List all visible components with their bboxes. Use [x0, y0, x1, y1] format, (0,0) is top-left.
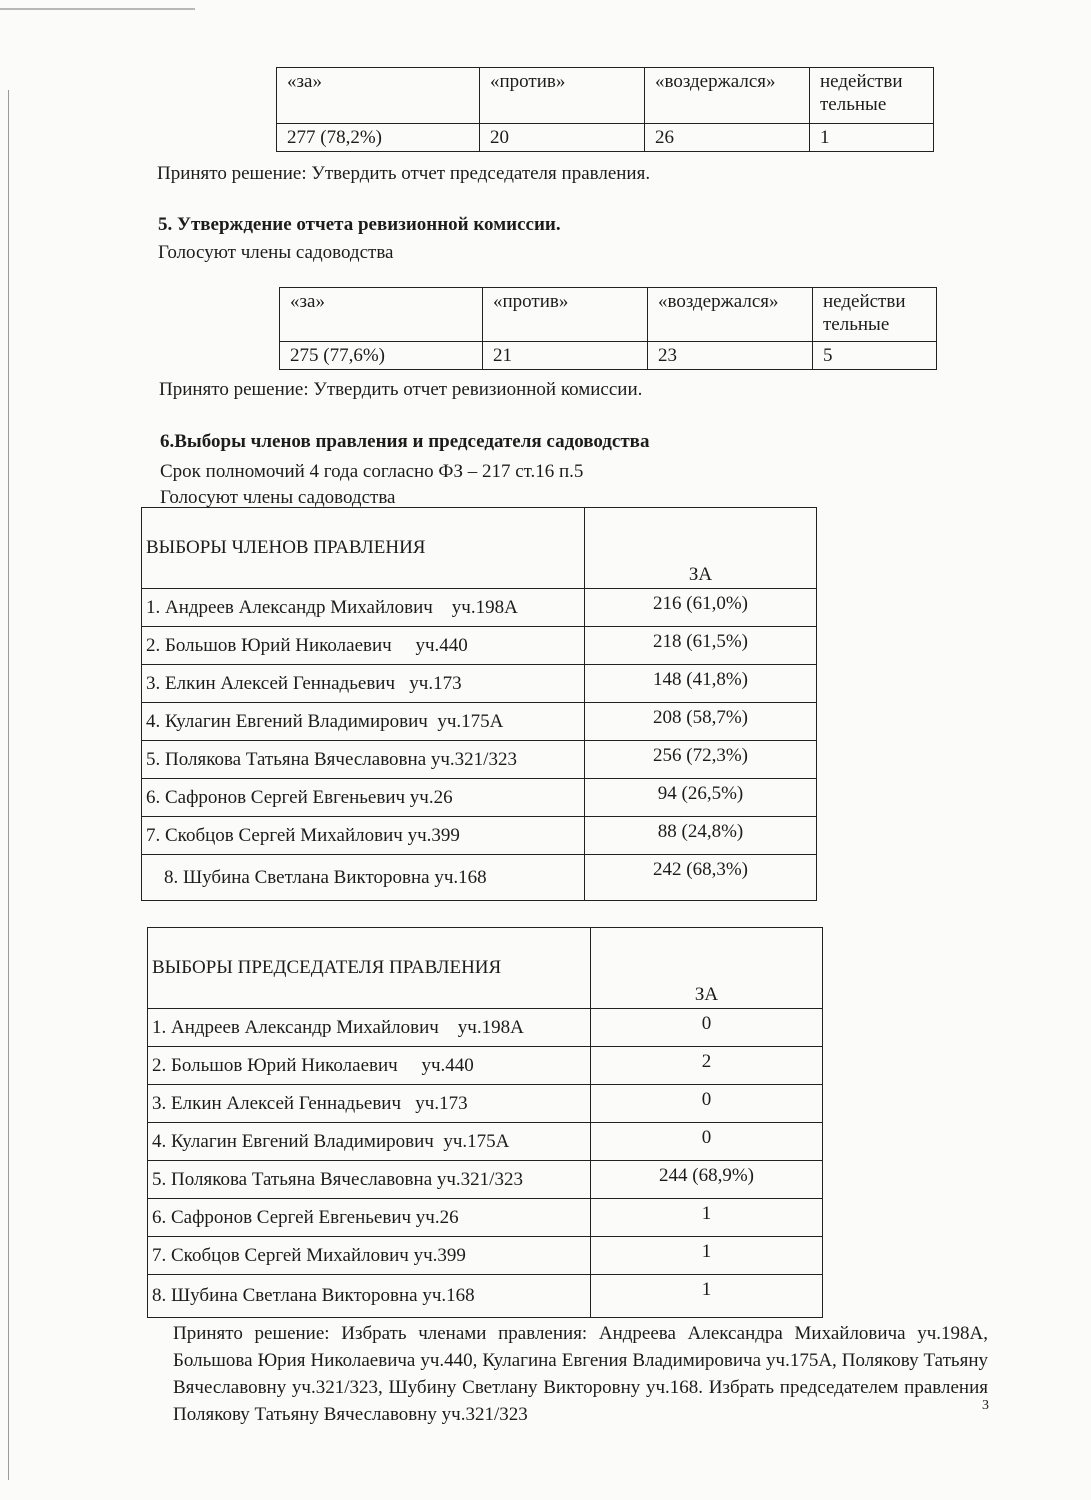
header-za: «за»	[280, 288, 483, 342]
candidate-votes: 218 (61,5%)	[585, 627, 817, 665]
candidate-name: 2. Большов Юрий Николаевич уч.440	[142, 627, 585, 665]
header-nedeistvitelnye	[813, 288, 937, 342]
value-nedeistvitelnye: 5	[813, 342, 937, 370]
header-ned-part2: тельные	[820, 94, 887, 115]
vote-table-chairman-report	[276, 67, 934, 152]
board-candidate-row	[142, 855, 817, 901]
section5-title: 5. Утверждение отчета ревизионной комиссии.	[158, 214, 561, 235]
candidate-name: 8. Шубина Светлана Викторовна уч.168	[148, 1275, 591, 1318]
header-protiv: «против»	[483, 288, 648, 342]
chair-candidate-row	[148, 1275, 823, 1318]
board-candidate-row	[142, 703, 817, 741]
chair-election-za-header: ЗА	[591, 928, 823, 1009]
chair-candidate-row	[148, 1199, 823, 1237]
board-election-header: ВЫБОРЫ ЧЛЕНОВ ПРАВЛЕНИЯ	[142, 508, 585, 589]
candidate-votes: 94 (26,5%)	[585, 779, 817, 817]
header-ned-part1: недействи	[820, 71, 903, 92]
candidate-name: 3. Елкин Алексей Геннадьевич уч.173	[142, 665, 585, 703]
chair-candidate-row	[148, 1009, 823, 1047]
header-vozderzhalsya: «воздержался»	[648, 288, 813, 342]
page-number: 3	[982, 1398, 989, 1413]
value-za: 277 (78,2%)	[277, 124, 480, 152]
candidate-name: 1. Андреев Александр Михайлович уч.198А	[148, 1009, 591, 1047]
board-candidate-row	[142, 627, 817, 665]
candidate-votes: 208 (58,7%)	[585, 703, 817, 741]
chair-candidate-row	[148, 1085, 823, 1123]
candidate-votes: 0	[591, 1085, 823, 1123]
candidate-name: 2. Большов Юрий Николаевич уч.440	[148, 1047, 591, 1085]
candidate-name: 5. Полякова Татьяна Вячеславовна уч.321/323	[142, 741, 585, 779]
vote-table-values-row	[277, 124, 934, 152]
candidate-votes: 1	[591, 1199, 823, 1237]
board-election-table	[141, 507, 817, 901]
chair-candidate-row	[148, 1237, 823, 1275]
header-vozderzhalsya: «воздержался»	[645, 68, 810, 124]
header-protiv: «против»	[480, 68, 645, 124]
candidate-name: 3. Елкин Алексей Геннадьевич уч.173	[148, 1085, 591, 1123]
header-za: «за»	[277, 68, 480, 124]
candidate-votes: 1	[591, 1237, 823, 1275]
candidate-votes: 0	[591, 1123, 823, 1161]
vote-table-header-row	[280, 288, 937, 342]
candidate-votes: 244 (68,9%)	[591, 1161, 823, 1199]
decision-chairman-report: Принято решение: Утвердить отчет председателя правления.	[157, 163, 651, 184]
section6-voters: Голосуют члены садоводства	[160, 487, 396, 508]
candidate-name: 7. Скобцов Сергей Михайлович уч.399	[148, 1237, 591, 1275]
candidate-votes: 242 (68,3%)	[585, 855, 817, 901]
chair-election-header: ВЫБОРЫ ПРЕДСЕДАТЕЛЯ ПРАВЛЕНИЯ	[148, 928, 591, 1009]
section6-title: 6.Выборы членов правления и председателя садоводства	[160, 431, 650, 452]
value-vozderzhalsya: 23	[648, 342, 813, 370]
scan-artifact	[0, 8, 195, 10]
candidate-votes: 256 (72,3%)	[585, 741, 817, 779]
section5-voters: Голосуют члены садоводства	[158, 242, 394, 263]
chair-candidate-row	[148, 1161, 823, 1199]
header-nedeistvitelnye	[810, 68, 934, 124]
board-candidate-row	[142, 589, 817, 627]
header-ned-part2: тельные	[823, 314, 890, 335]
value-za: 275 (77,6%)	[280, 342, 483, 370]
board-election-header-row	[142, 508, 817, 589]
value-vozderzhalsya: 26	[645, 124, 810, 152]
vote-table-values-row	[280, 342, 937, 370]
vote-table-audit-report	[279, 287, 937, 370]
candidate-votes: 88 (24,8%)	[585, 817, 817, 855]
value-protiv: 20	[480, 124, 645, 152]
candidate-name: 1. Андреев Александр Михайлович уч.198А	[142, 589, 585, 627]
value-protiv: 21	[483, 342, 648, 370]
candidate-votes: 1	[591, 1275, 823, 1318]
chair-election-header-row	[148, 928, 823, 1009]
candidate-name: 4. Кулагин Евгений Владимирович уч.175А	[148, 1123, 591, 1161]
candidate-name: 6. Сафронов Сергей Евгеньевич уч.26	[142, 779, 585, 817]
candidate-name: 6. Сафронов Сергей Евгеньевич уч.26	[148, 1199, 591, 1237]
decision-audit-report: Принято решение: Утвердить отчет ревизионной комиссии.	[159, 379, 643, 400]
board-candidate-row	[142, 741, 817, 779]
board-election-za-header: ЗА	[585, 508, 817, 589]
candidate-votes: 148 (41,8%)	[585, 665, 817, 703]
section6-term: Срок полномочий 4 года согласно ФЗ – 217 ст.16 п.5	[160, 461, 584, 482]
candidate-name: 5. Полякова Татьяна Вячеславовна уч.321/323	[148, 1161, 591, 1199]
candidate-name: 8. Шубина Светлана Викторовна уч.168	[142, 855, 585, 901]
header-ned-part1: недействи	[823, 291, 906, 312]
candidate-votes: 2	[591, 1047, 823, 1085]
margin-line	[8, 90, 9, 1480]
candidate-name: 4. Кулагин Евгений Владимирович уч.175А	[142, 703, 585, 741]
board-candidate-row	[142, 817, 817, 855]
board-candidate-row	[142, 779, 817, 817]
board-candidate-row	[142, 665, 817, 703]
candidate-name: 7. Скобцов Сергей Михайлович уч.399	[142, 817, 585, 855]
vote-table-header-row	[277, 68, 934, 124]
chair-candidate-row	[148, 1123, 823, 1161]
final-decision: Принято решение: Избрать членами правления: Андреева Александра Михайловича уч.198А, Большова Юрия Николаевича уч.440, Кулагина Евгения Владимировича уч.175А, Полякову Татьяну Вячеславовну уч.321/323, Шубину Светлану Викторовну уч.168. Избрать председателем правления Полякову Татьяну Вячеславовну уч.321/323	[173, 1323, 988, 1425]
chair-election-table	[147, 927, 823, 1318]
candidate-votes: 216 (61,0%)	[585, 589, 817, 627]
chair-candidate-row	[148, 1047, 823, 1085]
candidate-votes: 0	[591, 1009, 823, 1047]
value-nedeistvitelnye: 1	[810, 124, 934, 152]
